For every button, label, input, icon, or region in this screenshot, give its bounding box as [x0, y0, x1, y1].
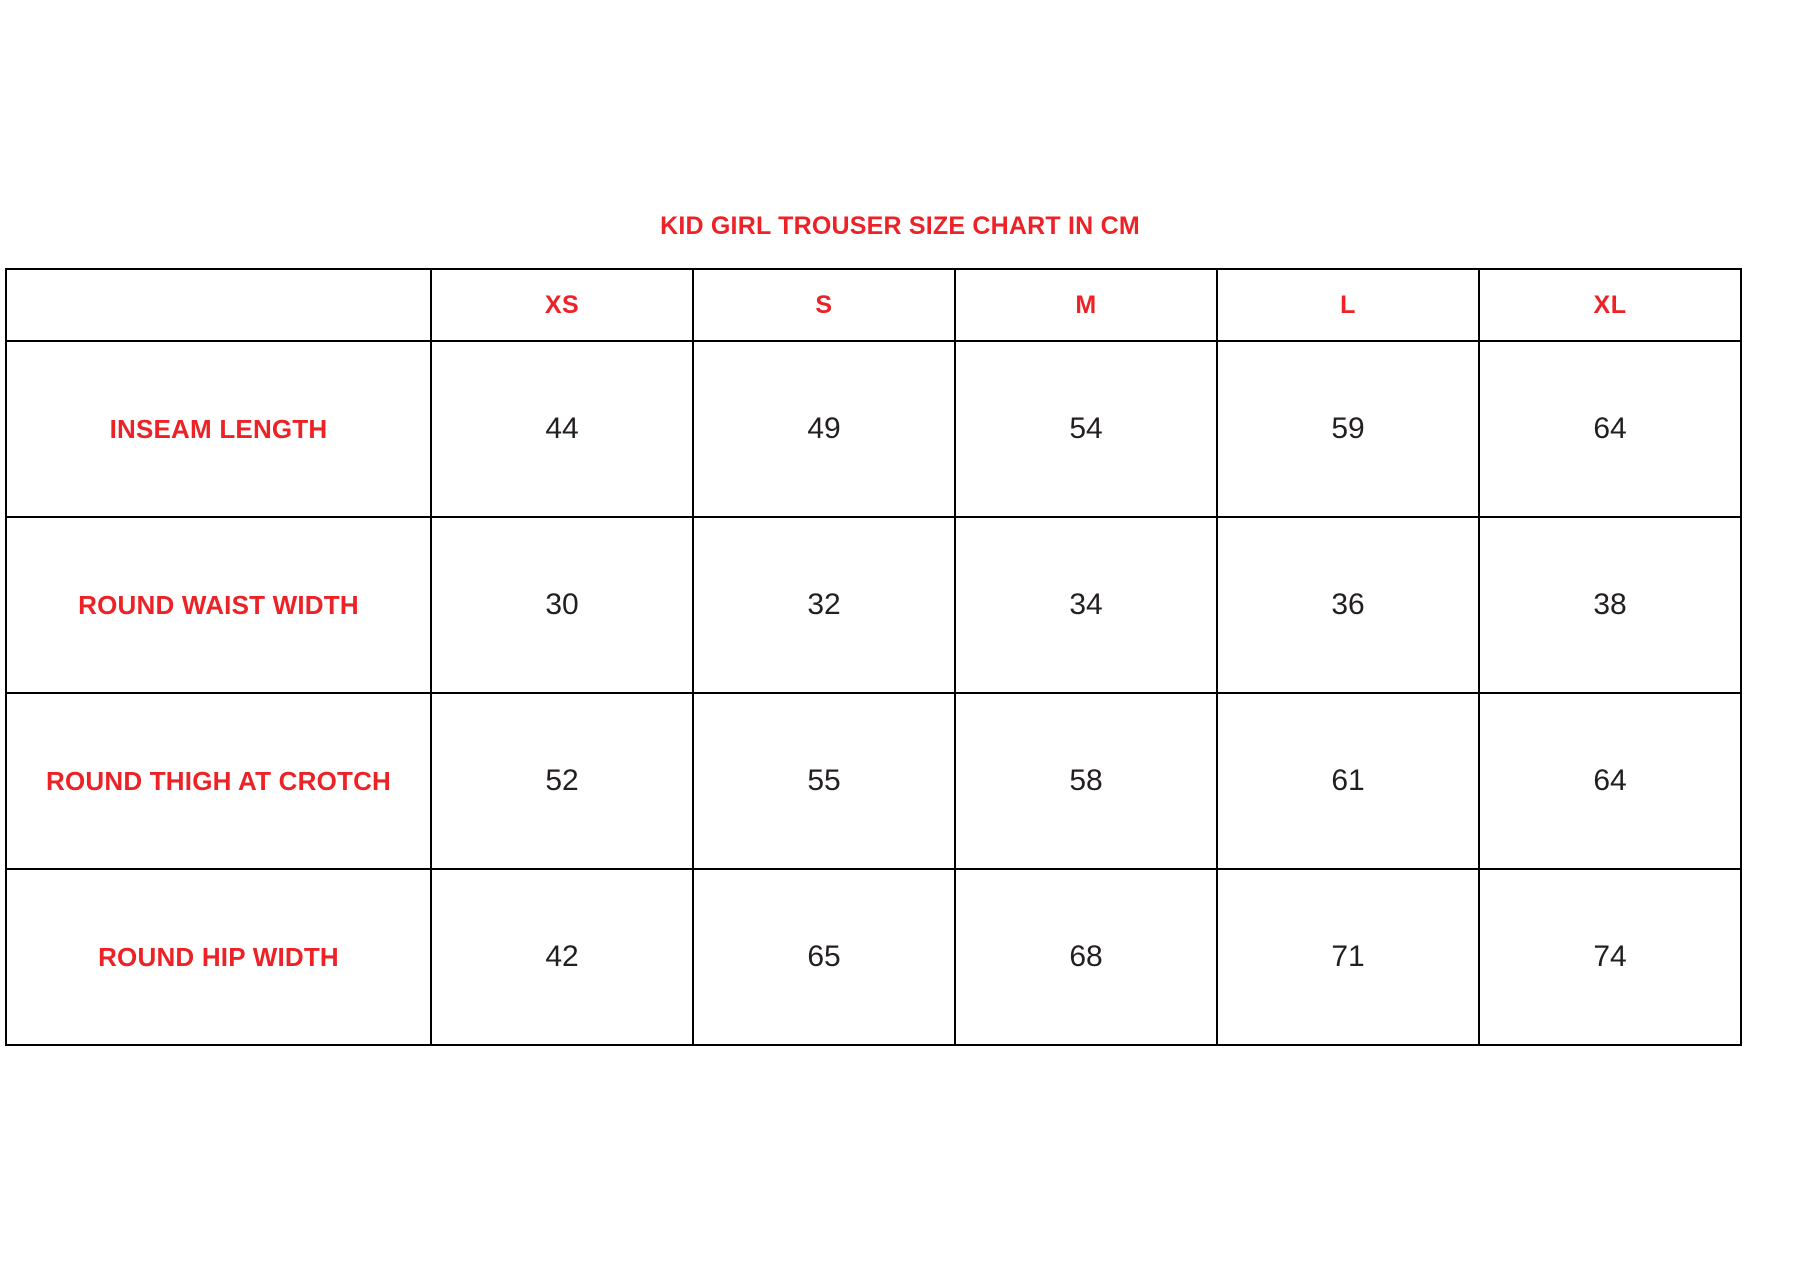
column-header-l: L	[1217, 269, 1479, 341]
cell-round-waist-width-m: 34	[955, 517, 1217, 693]
cell-round-thigh-at-crotch-xl: 64	[1479, 693, 1741, 869]
row-label-round-hip-width: ROUND HIP WIDTH	[6, 869, 431, 1045]
column-header-xl: XL	[1479, 269, 1741, 341]
cell-inseam-length-xl: 64	[1479, 341, 1741, 517]
cell-round-thigh-at-crotch-m: 58	[955, 693, 1217, 869]
table-row	[6, 341, 1741, 517]
cell-round-thigh-at-crotch-s: 55	[693, 693, 955, 869]
column-header-s: S	[693, 269, 955, 341]
size-chart-table	[5, 268, 1742, 1046]
cell-inseam-length-xs: 44	[431, 341, 693, 517]
cell-round-hip-width-m: 68	[955, 869, 1217, 1045]
cell-inseam-length-l: 59	[1217, 341, 1479, 517]
table-row	[6, 693, 1741, 869]
cell-round-hip-width-s: 65	[693, 869, 955, 1045]
table-row	[6, 517, 1741, 693]
row-label-round-waist-width: ROUND WAIST WIDTH	[6, 517, 431, 693]
cell-round-waist-width-xs: 30	[431, 517, 693, 693]
cell-round-thigh-at-crotch-l: 61	[1217, 693, 1479, 869]
cell-round-hip-width-l: 71	[1217, 869, 1479, 1045]
cell-inseam-length-m: 54	[955, 341, 1217, 517]
cell-round-thigh-at-crotch-xs: 52	[431, 693, 693, 869]
table-row	[6, 869, 1741, 1045]
table-corner-cell	[6, 269, 431, 341]
column-header-m: M	[955, 269, 1217, 341]
table-header-row	[6, 269, 1741, 341]
row-label-round-thigh-at-crotch: ROUND THIGH AT CROTCH	[6, 693, 431, 869]
cell-round-waist-width-xl: 38	[1479, 517, 1741, 693]
cell-inseam-length-s: 49	[693, 341, 955, 517]
cell-round-waist-width-l: 36	[1217, 517, 1479, 693]
page-title: KID GIRL TROUSER SIZE CHART IN CM	[660, 212, 1140, 240]
row-label-inseam-length: INSEAM LENGTH	[6, 341, 431, 517]
cell-round-waist-width-s: 32	[693, 517, 955, 693]
cell-round-hip-width-xs: 42	[431, 869, 693, 1045]
cell-round-hip-width-xl: 74	[1479, 869, 1741, 1045]
column-header-xs: XS	[431, 269, 693, 341]
